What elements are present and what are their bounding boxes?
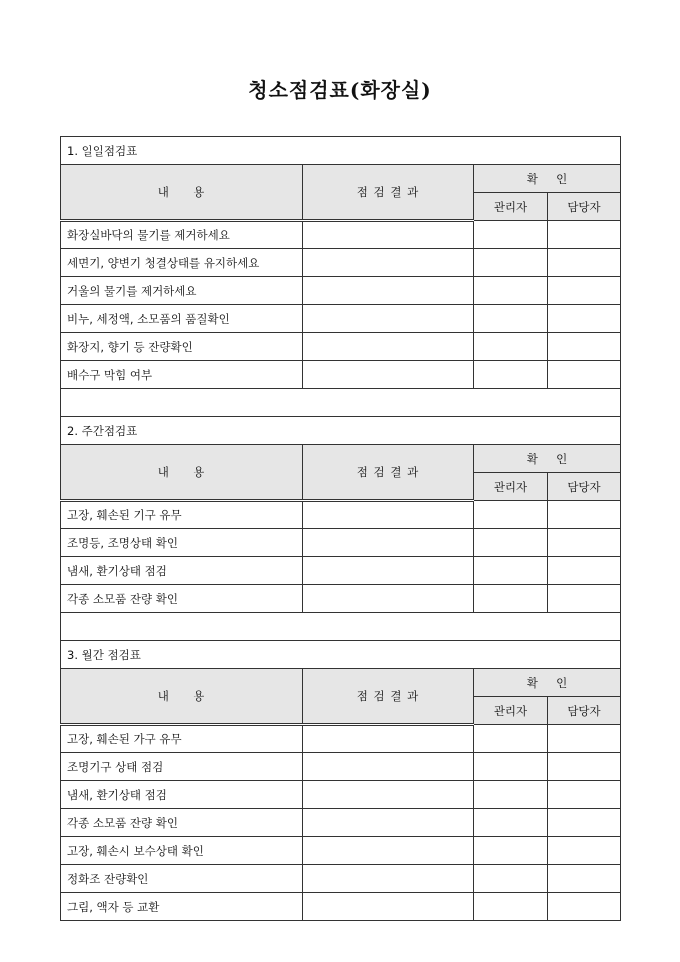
item-label: 화장실바닥의 물기를 제거하세요 xyxy=(61,221,303,249)
item-label: 고장, 훼손시 보수상태 확인 xyxy=(61,837,303,865)
staff-header: 담당자 xyxy=(548,697,621,725)
page-title: 청소점검표(화장실) xyxy=(248,78,432,102)
checklist-row xyxy=(61,221,621,249)
item-label: 조명기구 상태 점검 xyxy=(61,753,303,781)
manager-cell[interactable] xyxy=(474,893,548,921)
manager-cell[interactable] xyxy=(474,809,548,837)
checklist-row xyxy=(61,361,621,389)
result-cell[interactable] xyxy=(303,277,474,305)
item-label: 냄새, 환기상태 점검 xyxy=(61,557,303,585)
staff-header: 담당자 xyxy=(548,473,621,501)
staff-cell[interactable] xyxy=(548,585,621,613)
staff-cell[interactable] xyxy=(548,753,621,781)
checklist-row xyxy=(61,865,621,893)
manager-cell[interactable] xyxy=(474,249,548,277)
manager-cell[interactable] xyxy=(474,529,548,557)
staff-cell[interactable] xyxy=(548,837,621,865)
result-cell[interactable] xyxy=(303,557,474,585)
checklist-row xyxy=(61,501,621,529)
result-cell[interactable] xyxy=(303,529,474,557)
spacer-row xyxy=(61,389,621,417)
checklist-row xyxy=(61,557,621,585)
checklist-row xyxy=(61,893,621,921)
confirm-header: 확 인 xyxy=(474,445,621,473)
result-cell[interactable] xyxy=(303,221,474,249)
result-cell[interactable] xyxy=(303,361,474,389)
manager-cell[interactable] xyxy=(474,305,548,333)
staff-cell[interactable] xyxy=(548,893,621,921)
result-cell[interactable] xyxy=(303,893,474,921)
checklist-row xyxy=(61,781,621,809)
staff-cell[interactable] xyxy=(548,865,621,893)
confirm-header: 확 인 xyxy=(474,669,621,697)
manager-cell[interactable] xyxy=(474,361,548,389)
content-header: 내 용 xyxy=(61,669,303,725)
section-heading: 3. 월간 점검표 xyxy=(61,641,621,669)
staff-cell[interactable] xyxy=(548,501,621,529)
content-header: 내 용 xyxy=(61,165,303,221)
item-label: 세면기, 양변기 청결상태를 유지하세요 xyxy=(61,249,303,277)
header-row xyxy=(61,669,621,697)
section-heading-row xyxy=(61,641,621,669)
result-cell[interactable] xyxy=(303,837,474,865)
result-cell[interactable] xyxy=(303,865,474,893)
checklist-row xyxy=(61,725,621,753)
item-label: 조명등, 조명상태 확인 xyxy=(61,529,303,557)
staff-cell[interactable] xyxy=(548,221,621,249)
content-header: 내 용 xyxy=(61,445,303,501)
result-header: 점 검 결 과 xyxy=(303,165,474,221)
spacer-row xyxy=(61,613,621,641)
result-cell[interactable] xyxy=(303,333,474,361)
section-heading: 2. 주간점검표 xyxy=(61,417,621,445)
checklist-row xyxy=(61,585,621,613)
staff-cell[interactable] xyxy=(548,249,621,277)
result-header: 점 검 결 과 xyxy=(303,669,474,725)
checklist-row xyxy=(61,529,621,557)
result-cell[interactable] xyxy=(303,725,474,753)
checklist-row xyxy=(61,249,621,277)
spacer-cell xyxy=(61,613,621,641)
staff-cell[interactable] xyxy=(548,529,621,557)
checklist-row xyxy=(61,809,621,837)
item-label: 그림, 액자 등 교환 xyxy=(61,893,303,921)
manager-cell[interactable] xyxy=(474,725,548,753)
staff-cell[interactable] xyxy=(548,361,621,389)
section-heading-row xyxy=(61,417,621,445)
checklist-row xyxy=(61,333,621,361)
result-cell[interactable] xyxy=(303,249,474,277)
header-row xyxy=(61,445,621,473)
staff-cell[interactable] xyxy=(548,557,621,585)
manager-cell[interactable] xyxy=(474,277,548,305)
item-label: 각종 소모품 잔량 확인 xyxy=(61,585,303,613)
item-label: 고장, 훼손된 기구 유무 xyxy=(61,501,303,529)
checklist-row xyxy=(61,305,621,333)
result-cell[interactable] xyxy=(303,781,474,809)
manager-cell[interactable] xyxy=(474,865,548,893)
result-cell[interactable] xyxy=(303,305,474,333)
staff-header: 담당자 xyxy=(548,193,621,221)
item-label: 고장, 훼손된 가구 유무 xyxy=(61,725,303,753)
staff-cell[interactable] xyxy=(548,277,621,305)
manager-cell[interactable] xyxy=(474,781,548,809)
result-cell[interactable] xyxy=(303,809,474,837)
item-label: 비누, 세정액, 소모품의 품질확인 xyxy=(61,305,303,333)
confirm-header: 확 인 xyxy=(474,165,621,193)
checklist-table xyxy=(60,136,621,921)
staff-cell[interactable] xyxy=(548,725,621,753)
item-label: 각종 소모품 잔량 확인 xyxy=(61,809,303,837)
spacer-cell xyxy=(61,389,621,417)
manager-cell[interactable] xyxy=(474,501,548,529)
checklist-row xyxy=(61,837,621,865)
result-cell[interactable] xyxy=(303,501,474,529)
manager-cell[interactable] xyxy=(474,753,548,781)
manager-header: 관리자 xyxy=(474,697,548,725)
item-label: 배수구 막힘 여부 xyxy=(61,361,303,389)
result-cell[interactable] xyxy=(303,585,474,613)
section-heading: 1. 일일점검표 xyxy=(61,137,621,165)
header-row xyxy=(61,165,621,193)
staff-cell[interactable] xyxy=(548,333,621,361)
item-label: 화장지, 향기 등 잔량확인 xyxy=(61,333,303,361)
manager-header: 관리자 xyxy=(474,193,548,221)
checklist-row xyxy=(61,753,621,781)
section-heading-row xyxy=(61,137,621,165)
staff-cell[interactable] xyxy=(548,781,621,809)
manager-cell[interactable] xyxy=(474,837,548,865)
item-label: 거울의 물기를 제거하세요 xyxy=(61,277,303,305)
manager-cell[interactable] xyxy=(474,585,548,613)
manager-cell[interactable] xyxy=(474,333,548,361)
manager-cell[interactable] xyxy=(474,557,548,585)
result-header: 점 검 결 과 xyxy=(303,445,474,501)
result-cell[interactable] xyxy=(303,753,474,781)
manager-cell[interactable] xyxy=(474,221,548,249)
checklist-row xyxy=(61,277,621,305)
manager-header: 관리자 xyxy=(474,473,548,501)
item-label: 냄새, 환기상태 점검 xyxy=(61,781,303,809)
item-label: 정화조 잔량확인 xyxy=(61,865,303,893)
staff-cell[interactable] xyxy=(548,809,621,837)
staff-cell[interactable] xyxy=(548,305,621,333)
